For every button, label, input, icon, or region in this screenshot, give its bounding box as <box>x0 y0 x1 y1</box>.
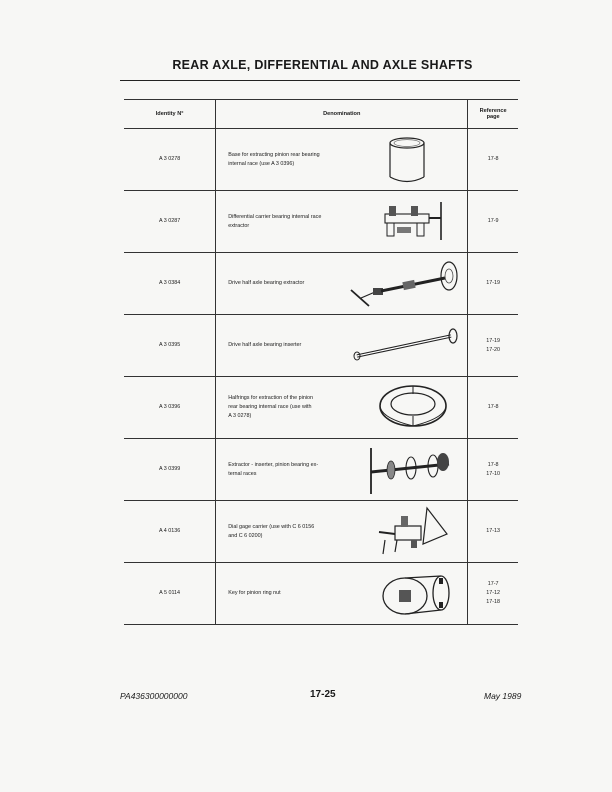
table-row <box>124 377 518 439</box>
table-row <box>124 191 518 253</box>
cylinder-base-tool-icon <box>371 132 461 188</box>
document-code: PA436300000000 <box>120 691 188 701</box>
row-identity: A 3 0399 <box>124 439 216 501</box>
row-identity: A 3 0395 <box>124 315 216 377</box>
row-ref: 17-8 <box>487 404 499 410</box>
header-identity: Identity N° <box>124 100 216 129</box>
table-row <box>124 563 518 625</box>
row-ref: 17-13 <box>486 528 500 534</box>
row-denomination: Halfrings for extraction of the pinion rear bearing internal race (use with A 3 0278) <box>228 395 314 419</box>
header-reference-line1: Reference <box>479 108 507 114</box>
row-denomination: Drive half axle bearing extractor <box>228 280 305 286</box>
title-rule <box>120 80 520 81</box>
row-identity: A 4 0136 <box>124 501 216 563</box>
page-title: REAR AXLE, DIFFERENTIAL AND AXLE SHAFTS <box>172 58 473 72</box>
table-row <box>124 501 518 563</box>
row-denomination: Dial gage carrier (use with C 6 0156 and C 6 0200) <box>228 523 315 539</box>
row-identity: A 3 0278 <box>124 129 216 191</box>
publication-date: May 1989 <box>484 691 522 701</box>
halfrings-tool-icon <box>371 380 461 436</box>
row-denomination: Differential carrier bearing internal race extractor <box>228 213 322 229</box>
row-denomination: Drive half axle bearing inserter <box>228 342 302 348</box>
row-ref: 17-19 <box>486 280 500 286</box>
header-reference-line2: page <box>486 114 500 120</box>
row-denomination: Base for extracting pinion rear bearing internal race (use A 3 0396) <box>228 151 320 167</box>
table-header-row <box>124 100 518 129</box>
half-axle-bearing-extractor-icon <box>345 256 465 312</box>
bearing-race-extractor-icon <box>371 194 461 250</box>
row-denomination: Key for pinion ring nut <box>228 590 281 596</box>
row-denomination: Extractor - inserter, pinion bearing ex- ternal races <box>228 461 319 477</box>
half-axle-bearing-inserter-icon <box>345 318 465 374</box>
special-tools-table <box>124 99 518 625</box>
ring-nut-key-icon <box>371 566 461 622</box>
row-ref: 17-10 <box>486 470 500 477</box>
extractor-inserter-tool-icon <box>361 442 461 498</box>
row-identity: A 3 0384 <box>124 253 216 315</box>
row-ref: 17-19 <box>486 337 500 344</box>
row-identity: A 5 0114 <box>124 563 216 625</box>
row-ref: 17-20 <box>486 346 500 353</box>
table-row <box>124 253 518 315</box>
row-ref: 17-9 <box>487 218 499 224</box>
table-row <box>124 129 518 191</box>
header-reference <box>468 100 518 129</box>
row-ref: 17-8 <box>487 156 499 162</box>
row-identity: A 3 0396 <box>124 377 216 439</box>
dial-gage-carrier-icon <box>371 504 461 560</box>
row-ref: 17-8 <box>487 461 499 468</box>
row-identity: A 3 0287 <box>124 191 216 253</box>
row-ref: 17-7 <box>487 581 499 587</box>
table-row <box>124 315 518 377</box>
row-ref: 17-12 <box>486 590 500 596</box>
header-denomination: Denomination <box>216 100 468 129</box>
page-number: 17-25 <box>310 689 336 700</box>
table-row <box>124 439 518 501</box>
row-ref: 17-18 <box>486 599 500 605</box>
